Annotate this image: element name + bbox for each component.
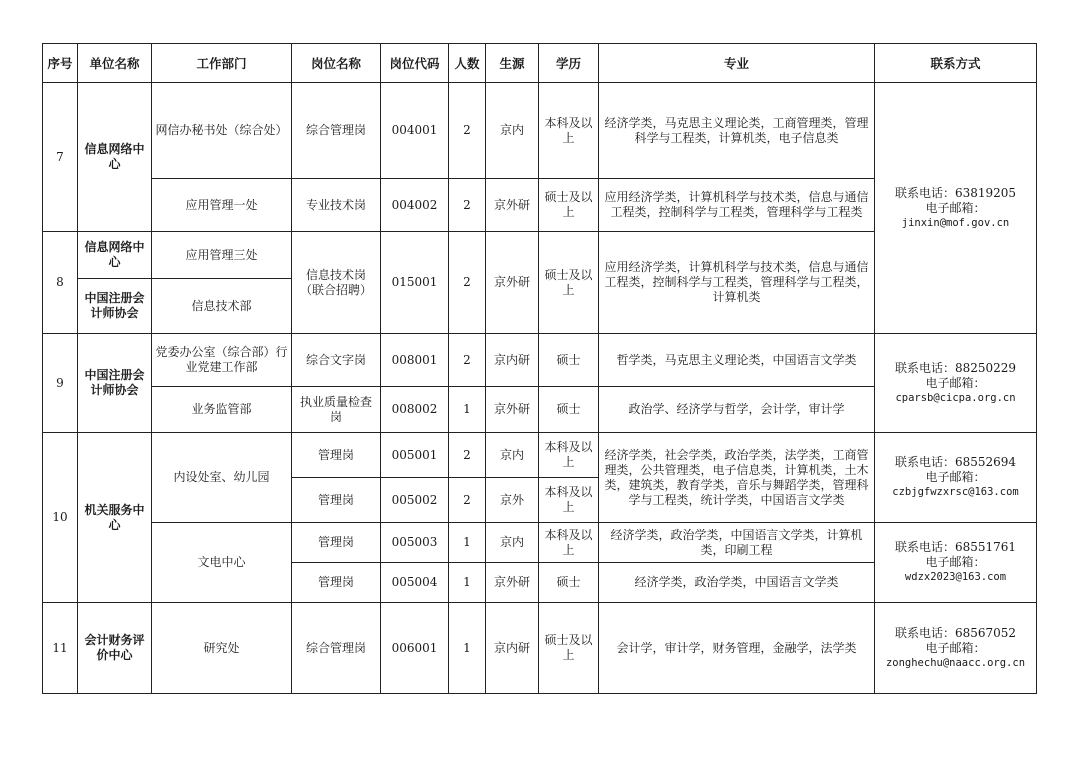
- unit-cell: 中国注册会计师协会: [78, 334, 152, 433]
- edu-cell: 硕士: [539, 334, 599, 387]
- contact-phone: 联系电话：68552694: [894, 455, 1017, 469]
- seq-cell: 9: [43, 334, 78, 433]
- header-post: 岗位名称: [292, 44, 381, 83]
- edu-cell: 本科及以上: [539, 523, 599, 563]
- major-cell: 经济学类，社会学类，政治学类，法学类，工商管理类，公共管理类，电子信息类，计算机类，土木类，建筑类，教育学类，音乐与舞蹈学类，管理科学与工程类，统计学类，中国语言文学类: [599, 433, 875, 523]
- contact-phone: 联系电话：68567052: [894, 625, 1017, 640]
- dept-cell: 文电中心: [152, 523, 292, 603]
- dept-cell: 党委办公室（综合部）行业党建工作部: [152, 334, 292, 387]
- unit-cell: 信息网络中心: [78, 232, 152, 279]
- dept-cell: 应用管理一处: [152, 179, 292, 232]
- contact-cell: [875, 433, 1037, 523]
- contact-email[interactable]: jinxin@mof.gov.cn: [901, 216, 1010, 229]
- edu-cell: 硕士: [539, 563, 599, 603]
- table-row: [43, 523, 1037, 563]
- post-cell: 综合文字岗: [292, 334, 381, 387]
- dept-cell: 研究处: [152, 603, 292, 694]
- count-cell: 2: [449, 179, 486, 232]
- unit-cell: 会计财务评价中心: [78, 603, 152, 694]
- post-cell: 信息技术岗（联合招聘）: [292, 232, 381, 334]
- contact-email-label: 电子邮箱：: [925, 200, 986, 215]
- header-edu: 学历: [539, 44, 599, 83]
- post-cell: 管理岗: [292, 563, 381, 603]
- source-cell: 京外研: [486, 387, 539, 433]
- edu-cell: 本科及以上: [539, 478, 599, 523]
- major-cell: 政治学、经济学与哲学，会计学，审计学: [599, 387, 875, 433]
- contact-email-label: 电子邮箱：: [925, 640, 986, 655]
- edu-cell: 硕士及以上: [539, 179, 599, 232]
- contact-cell: [875, 523, 1037, 603]
- source-cell: 京外研: [486, 179, 539, 232]
- major-cell: 应用经济学类，计算机科学与技术类，信息与通信工程类，控制科学与工程类，管理科学与工程类，计算机类: [599, 232, 875, 334]
- post-cell: 执业质量检查岗: [292, 387, 381, 433]
- contact-email[interactable]: zonghechu@naacc.org.cn: [885, 656, 1026, 669]
- header-contact: 联系方式: [875, 44, 1037, 83]
- count-cell: 2: [449, 232, 486, 334]
- seq-cell: 11: [43, 603, 78, 694]
- code-cell: 008001: [381, 334, 449, 387]
- dept-cell: 应用管理三处: [152, 232, 292, 279]
- seq-cell: 10: [43, 433, 78, 603]
- contact-cell: [875, 83, 1037, 334]
- source-cell: 京外研: [486, 232, 539, 334]
- source-cell: 京外研: [486, 563, 539, 603]
- code-cell: 015001: [381, 232, 449, 334]
- count-cell: 2: [449, 433, 486, 478]
- contact-email-label: 电子邮箱：: [925, 555, 986, 569]
- header-source: 生源: [486, 44, 539, 83]
- header-code: 岗位代码: [381, 44, 449, 83]
- count-cell: 1: [449, 603, 486, 694]
- edu-cell: 本科及以上: [539, 433, 599, 478]
- recruitment-table: [42, 43, 1037, 694]
- source-cell: 京内: [486, 433, 539, 478]
- dept-cell: 业务监管部: [152, 387, 292, 433]
- major-cell: 经济学类，政治学类，中国语言文学类，计算机类，印刷工程: [599, 523, 875, 563]
- table-row: [43, 433, 1037, 478]
- dept-cell: 内设处室、幼儿园: [152, 433, 292, 523]
- table-row: [43, 83, 1037, 179]
- contact-email-label: 电子邮箱：: [925, 470, 986, 484]
- source-cell: 京内研: [486, 334, 539, 387]
- unit-cell: 信息网络中心: [78, 83, 152, 232]
- count-cell: 1: [449, 387, 486, 433]
- post-cell: 综合管理岗: [292, 83, 381, 179]
- code-cell: 004002: [381, 179, 449, 232]
- major-cell: 经济学类，马克思主义理论类，工商管理类，管理科学与工程类，计算机类，电子信息类: [599, 83, 875, 179]
- code-cell: 008002: [381, 387, 449, 433]
- code-cell: 006001: [381, 603, 449, 694]
- contact-email[interactable]: cparsb@cicpa.org.cn: [895, 391, 1016, 404]
- seq-cell: 7: [43, 83, 78, 232]
- code-cell: 005004: [381, 563, 449, 603]
- edu-cell: 硕士及以上: [539, 232, 599, 334]
- contact-phone: 联系电话：88250229: [894, 360, 1017, 375]
- major-cell: 经济学类，政治学类，中国语言文学类: [599, 563, 875, 603]
- table-row: [43, 334, 1037, 387]
- source-cell: 京内: [486, 83, 539, 179]
- unit-cell: 中国注册会计师协会: [78, 279, 152, 334]
- post-cell: 专业技术岗: [292, 179, 381, 232]
- source-cell: 京内研: [486, 603, 539, 694]
- edu-cell: 本科及以上: [539, 83, 599, 179]
- seq-cell: 8: [43, 232, 78, 334]
- header-major: 专业: [599, 44, 875, 83]
- contact-email[interactable]: wdzx2023@163.com: [904, 571, 1007, 583]
- header-seq: 序号: [43, 44, 78, 83]
- header-dept: 工作部门: [152, 44, 292, 83]
- edu-cell: 硕士及以上: [539, 603, 599, 694]
- post-cell: 管理岗: [292, 433, 381, 478]
- recruitment-table-sheet: [42, 43, 1037, 694]
- major-cell: 哲学类，马克思主义理论类，中国语言文学类: [599, 334, 875, 387]
- major-cell: 应用经济学类，计算机科学与技术类，信息与通信工程类，控制科学与工程类，管理科学与工程类: [599, 179, 875, 232]
- edu-cell: 硕士: [539, 387, 599, 433]
- post-cell: 综合管理岗: [292, 603, 381, 694]
- code-cell: 005003: [381, 523, 449, 563]
- source-cell: 京内: [486, 523, 539, 563]
- dept-cell: 网信办秘书处（综合处）: [152, 83, 292, 179]
- code-cell: 005002: [381, 478, 449, 523]
- contact-email-label: 电子邮箱：: [925, 375, 986, 390]
- table-row: [43, 603, 1037, 694]
- contact-phone: 联系电话：63819205: [894, 185, 1017, 200]
- post-cell: 管理岗: [292, 523, 381, 563]
- contact-cell: [875, 603, 1037, 694]
- source-cell: 京外: [486, 478, 539, 523]
- contact-cell: [875, 334, 1037, 433]
- count-cell: 2: [449, 83, 486, 179]
- post-cell: 管理岗: [292, 478, 381, 523]
- dept-cell: 信息技术部: [152, 279, 292, 334]
- unit-cell: 机关服务中心: [78, 433, 152, 603]
- count-cell: 2: [449, 334, 486, 387]
- contact-phone: 联系电话：68551761: [894, 540, 1017, 554]
- code-cell: 004001: [381, 83, 449, 179]
- count-cell: 1: [449, 523, 486, 563]
- code-cell: 005001: [381, 433, 449, 478]
- header-row: [43, 44, 1037, 83]
- header-unit: 单位名称: [78, 44, 152, 83]
- header-count: 人数: [449, 44, 486, 83]
- count-cell: 2: [449, 478, 486, 523]
- contact-email[interactable]: czbjgfwzxrsc@163.com: [892, 486, 1019, 498]
- count-cell: 1: [449, 563, 486, 603]
- major-cell: 会计学，审计学，财务管理，金融学，法学类: [599, 603, 875, 694]
